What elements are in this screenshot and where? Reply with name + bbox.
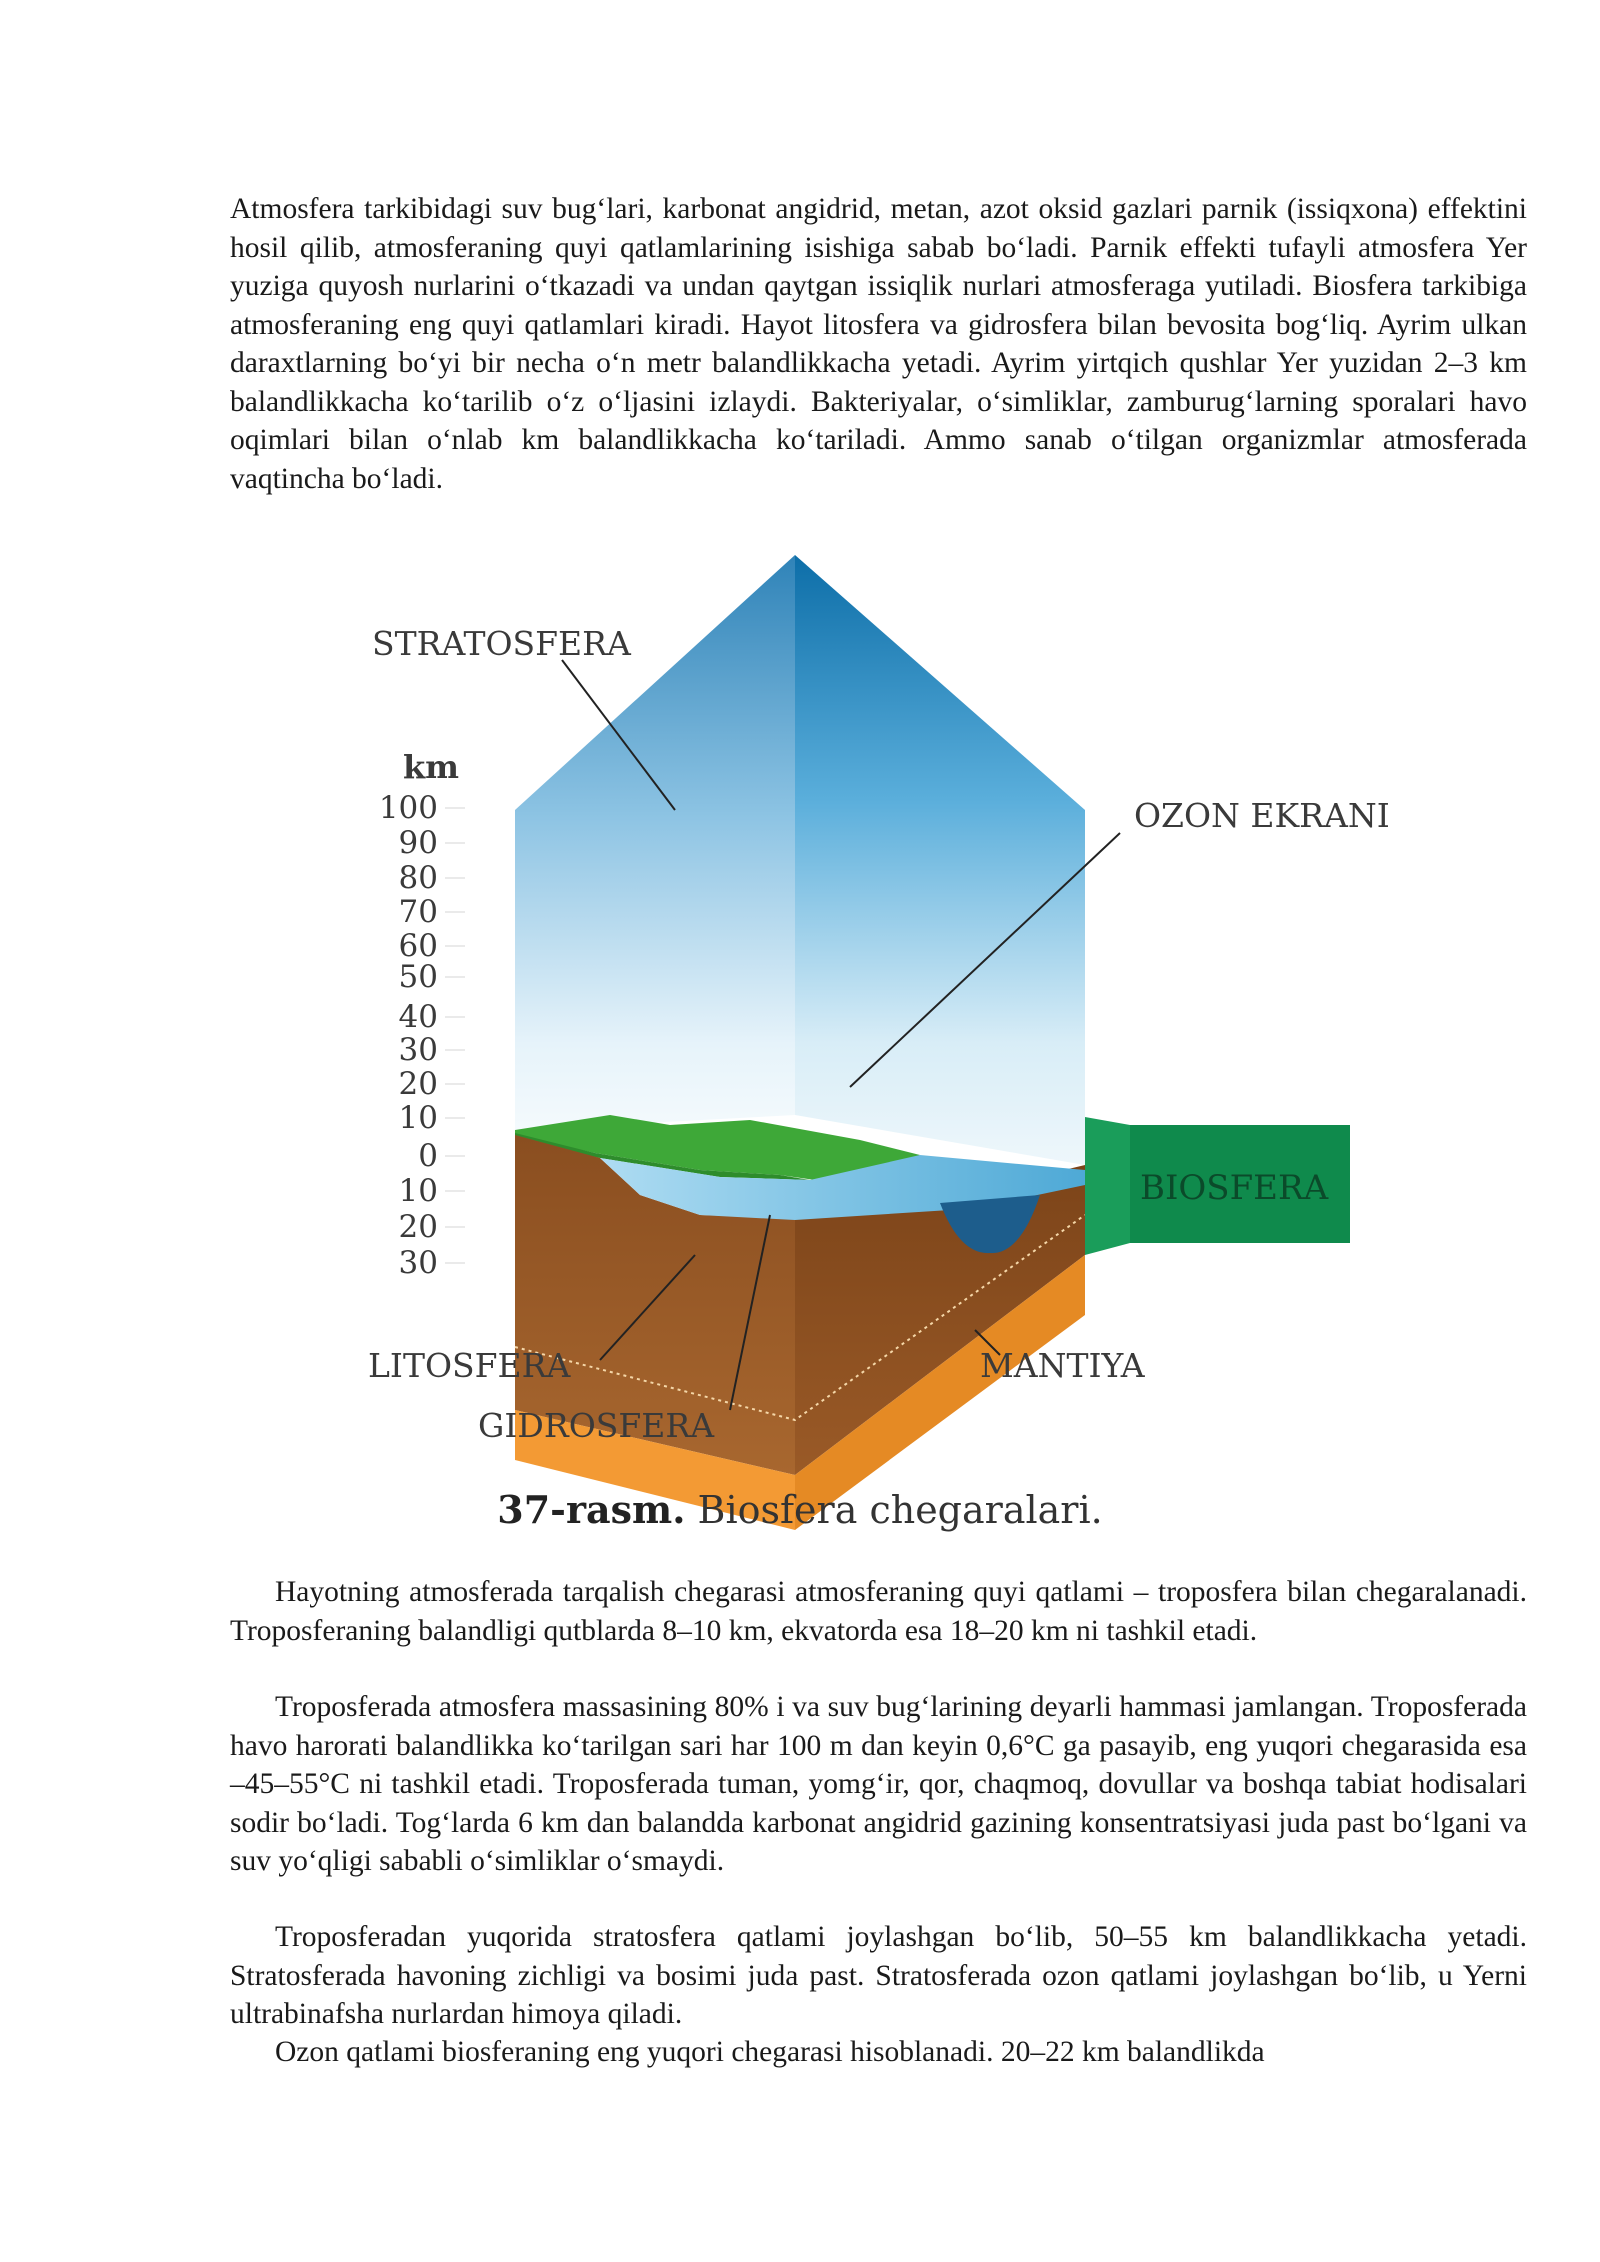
scale-tick-label: 70 — [398, 894, 438, 930]
biosphere-figure — [340, 555, 1400, 1545]
scale-tick-label: 50 — [398, 959, 438, 995]
paragraph-3: Troposferada atmosfera massasining 80% i va suv bug‘larining deyarli hammasi jamlangan. Troposferada havo harorati balandlikka ko‘tarilgan sari har 100 m dan keyin 0,6°C ga pasayib, eng yuqori chegarasida esa –45–55°C ni tashkil etadi. Troposferada tuman, yomg‘ir, qor, chaqmoq, dovullar va boshqa tabiat hodisalari sodir bo‘ladi. Tog‘larda 6 km dan balandda karbonat angidrid gazining konsentratsiyasi juda past bo‘lgani va suv yo‘qligi sababli o‘simliklar o‘smaydi. — [230, 1691, 1527, 1877]
figure-caption — [0, 1487, 1600, 1532]
scale-tick-label: 10 — [398, 1173, 438, 1209]
scale-unit-label: km — [403, 748, 460, 786]
paragraph-2: Hayotning atmosferada tarqalish chegarasi atmosferaning quyi qatlami – troposfera bilan chegaralanadi. Troposferaning balandligi qutblarda 8–10 km, ekvatorda esa 18–20 km ni tashkil etadi. — [230, 1576, 1527, 1647]
scale-tick-label: 100 — [378, 790, 438, 826]
scale-tick-label: 30 — [398, 1245, 438, 1281]
paragraph-4: Troposferadan yuqorida stratosfera qatlami joylashgan bo‘lib, 50–55 km balandlikkacha yetadi. Stratosferada havoning zichligi va bosimi juda past. Stratosferada ozon qatlami joylashgan bo‘lib, u Yerni ultrabinafsha nurlardan himoya qiladi. — [230, 1921, 1527, 2030]
scale-tick-label: 20 — [398, 1066, 438, 1102]
ozon-ekrani-label: OZON EKRANI — [1134, 796, 1390, 835]
atmosphere-left-face — [510, 555, 512, 556]
gidrosfera-label: GIDROSFERA — [478, 1406, 715, 1445]
scale-tick-label: 0 — [418, 1138, 438, 1174]
paragraph-1: Atmosfera tarkibidagi suv bug‘lari, karbonat angidrid, metan, azot oksid gazlari parnik (issiqxona) effektini hosil qilib, atmosferaning quyi qatlamlarining isishiga sabab bo‘ladi. Parnik effekti tufayli atmosfera Yer yuziga quyosh nurlarini o‘tkazadi va undan qaytgan issiqlik nurlari atmosferaga yutiladi. Biosfera tarkibiga atmosferaning eng quyi qatlamlari kiradi. Hayot litosfera va gidrosfera bilan bevosita bog‘liq. Ayrim ulkan daraxtlarning bo‘yi bir necha o‘n metr balandlikkacha yetadi. Ayrim yirtqich qushlar Yer yuzidan 2–3 km balandlikkacha ko‘tarilib o‘z o‘ljasini izlaydi. Bakteriyalar, o‘simliklar, zamburug‘larning sporalari havo oqimlari bilan o‘nlab km balandlikkacha ko‘tariladi. Ammo sanab o‘tilgan organizmlar atmosferada vaqtincha bo‘ladi. — [230, 193, 1527, 495]
stratosfera-label: STRATOSFERA — [372, 624, 631, 663]
scale-tick-label: 10 — [398, 1100, 438, 1136]
scale-tick-label: 60 — [398, 928, 438, 964]
caption-number: 37-rasm. — [497, 1487, 686, 1532]
litosfera-label: LITOSFERA — [368, 1346, 571, 1385]
scale-tick-label: 20 — [398, 1209, 438, 1245]
scale-tick-label: 30 — [398, 1032, 438, 1068]
scale-tick-label: 80 — [398, 860, 438, 896]
caption-text: Biosfera chegaralari. — [697, 1488, 1103, 1532]
biosphere-diagram — [340, 555, 1400, 1545]
scale-tick-label: 90 — [398, 825, 438, 861]
paragraph-5: Ozon qatlami biosferaning eng yuqori chegarasi hisoblanadi. 20–22 km balandlikda — [275, 2036, 1265, 2068]
biosfera-label: BIOSFERA — [1140, 1168, 1329, 1208]
atmosphere-right-face — [795, 555, 1085, 1165]
scale-tick-label: 40 — [398, 999, 438, 1035]
altitude-scale — [379, 790, 465, 1281]
biosphere-band — [1085, 1117, 1130, 1255]
mantiya-label: MANTIYA — [980, 1346, 1145, 1385]
